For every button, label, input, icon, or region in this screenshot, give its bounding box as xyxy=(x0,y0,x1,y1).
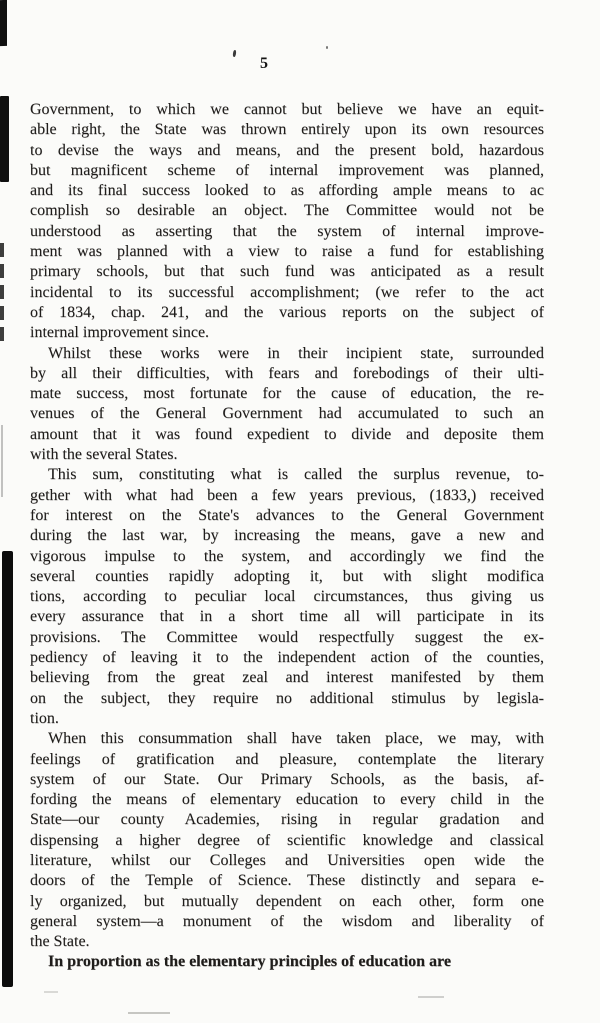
text-line: internal improvement since. xyxy=(30,324,210,342)
scan-artifact-mark xyxy=(44,991,58,993)
text-line: provisions. The Committee would respectfully suggest the ex- xyxy=(30,628,544,646)
scan-artifact-mark xyxy=(418,996,444,998)
text-line: gether with what had been a few years previous, (1833,) received xyxy=(30,486,544,504)
page-number: 5 xyxy=(260,55,269,72)
binding-ink-mark-long xyxy=(2,551,13,987)
ink-speck xyxy=(233,50,237,57)
text-line: by all their difficulties, with fears and forebodings of their ulti- xyxy=(30,364,544,382)
text-line: venues of the General Government had accumulated to such an xyxy=(30,405,544,423)
text-line: incidental to its successful accomplishment; (we refer to the act xyxy=(30,283,544,301)
binding-ink-mark-top xyxy=(0,0,7,46)
text-line: pediency of leaving it to the independent action of the counties, xyxy=(30,649,544,667)
text-line: dispensing a higher degree of scientific knowledge and classical xyxy=(30,831,544,849)
binding-ink-mark-upper xyxy=(0,96,9,182)
text-line: State—our county Academies, rising in regular gradation and xyxy=(30,811,544,829)
text-line: but magnificent scheme of internal improvement was planned, xyxy=(30,161,544,179)
text-line: amount that it was found expedient to divide and deposite them xyxy=(30,425,544,443)
text-line: doors of the Temple of Science. These distinctly and separa e- xyxy=(30,872,544,890)
text-line: ment was planned with a view to raise a fund for establishing xyxy=(30,243,544,261)
text-line: Government, to which we cannot but believe we have an equit- xyxy=(30,101,544,118)
text-line: of 1834, chap. 241, and the various reports on the subject of xyxy=(30,303,544,321)
text-line: complish so desirable an object. The Committee would not be xyxy=(30,202,544,220)
text-line: to devise the ways and means, and the present bold, hazardous xyxy=(30,141,544,159)
text-line: tions, according to peculiar local circumstances, thus giving us xyxy=(30,588,544,606)
text-line: several counties rapidly adopting it, but with slight modifica xyxy=(30,567,544,585)
text-line: vigorous impulse to the system, and accordingly we find the xyxy=(30,547,544,565)
binding-ink-mark-faint xyxy=(1,425,3,497)
text-line: every assurance that in a short time all will participate in its xyxy=(30,608,544,626)
text-line: mate success, most fortunate for the cause of education, the re- xyxy=(30,385,544,403)
text-line: for interest on the State's advances to the General Government xyxy=(30,506,544,524)
text-line: understood as asserting that the system of internal improve- xyxy=(30,222,544,240)
text-line: believing from the great zeal and interest manifested by them xyxy=(30,669,544,687)
text-line: and its final success looked to as affording ample means to ac xyxy=(30,182,544,200)
text-line: literature, whilst our Colleges and Universities open wide the xyxy=(30,851,544,869)
text-line: primary schools, but that such fund was anticipated as a result xyxy=(30,263,544,281)
text-line: Whilst these works were in their incipient state, surrounded xyxy=(48,344,544,362)
text-line: tion. xyxy=(30,709,59,727)
binding-ink-mark-dashes xyxy=(0,243,4,347)
text-line: during the last war, by increasing the means, gave a new and xyxy=(30,527,544,545)
text-block xyxy=(30,100,544,973)
text-line: In proportion as the elementary principles of education are xyxy=(48,953,451,971)
text-line: system of our State. Our Primary Schools, as the basis, af- xyxy=(30,770,544,788)
text-line: ly organized, but mutually dependent on each other, form one xyxy=(30,892,544,910)
text-line: on the subject, they require no additional stimulus by legisla- xyxy=(30,689,544,707)
ink-speck xyxy=(326,46,328,49)
text-line: fording the means of elementary education to every child in the xyxy=(30,791,544,809)
text-line: general system—a monument of the wisdom and liberality of xyxy=(30,912,544,930)
text-line: able right, the State was thrown entirely upon its own resources xyxy=(30,121,544,139)
text-line: This sum, constituting what is called the surplus revenue, to- xyxy=(48,466,544,484)
text-line: with the several States. xyxy=(30,446,178,464)
scan-artifact-mark xyxy=(128,1012,170,1014)
text-line: When this consummation shall have taken place, we may, with xyxy=(48,730,544,748)
text-line: feelings of gratification and pleasure, contemplate the literary xyxy=(30,750,544,768)
text-line: the State. xyxy=(30,933,90,951)
